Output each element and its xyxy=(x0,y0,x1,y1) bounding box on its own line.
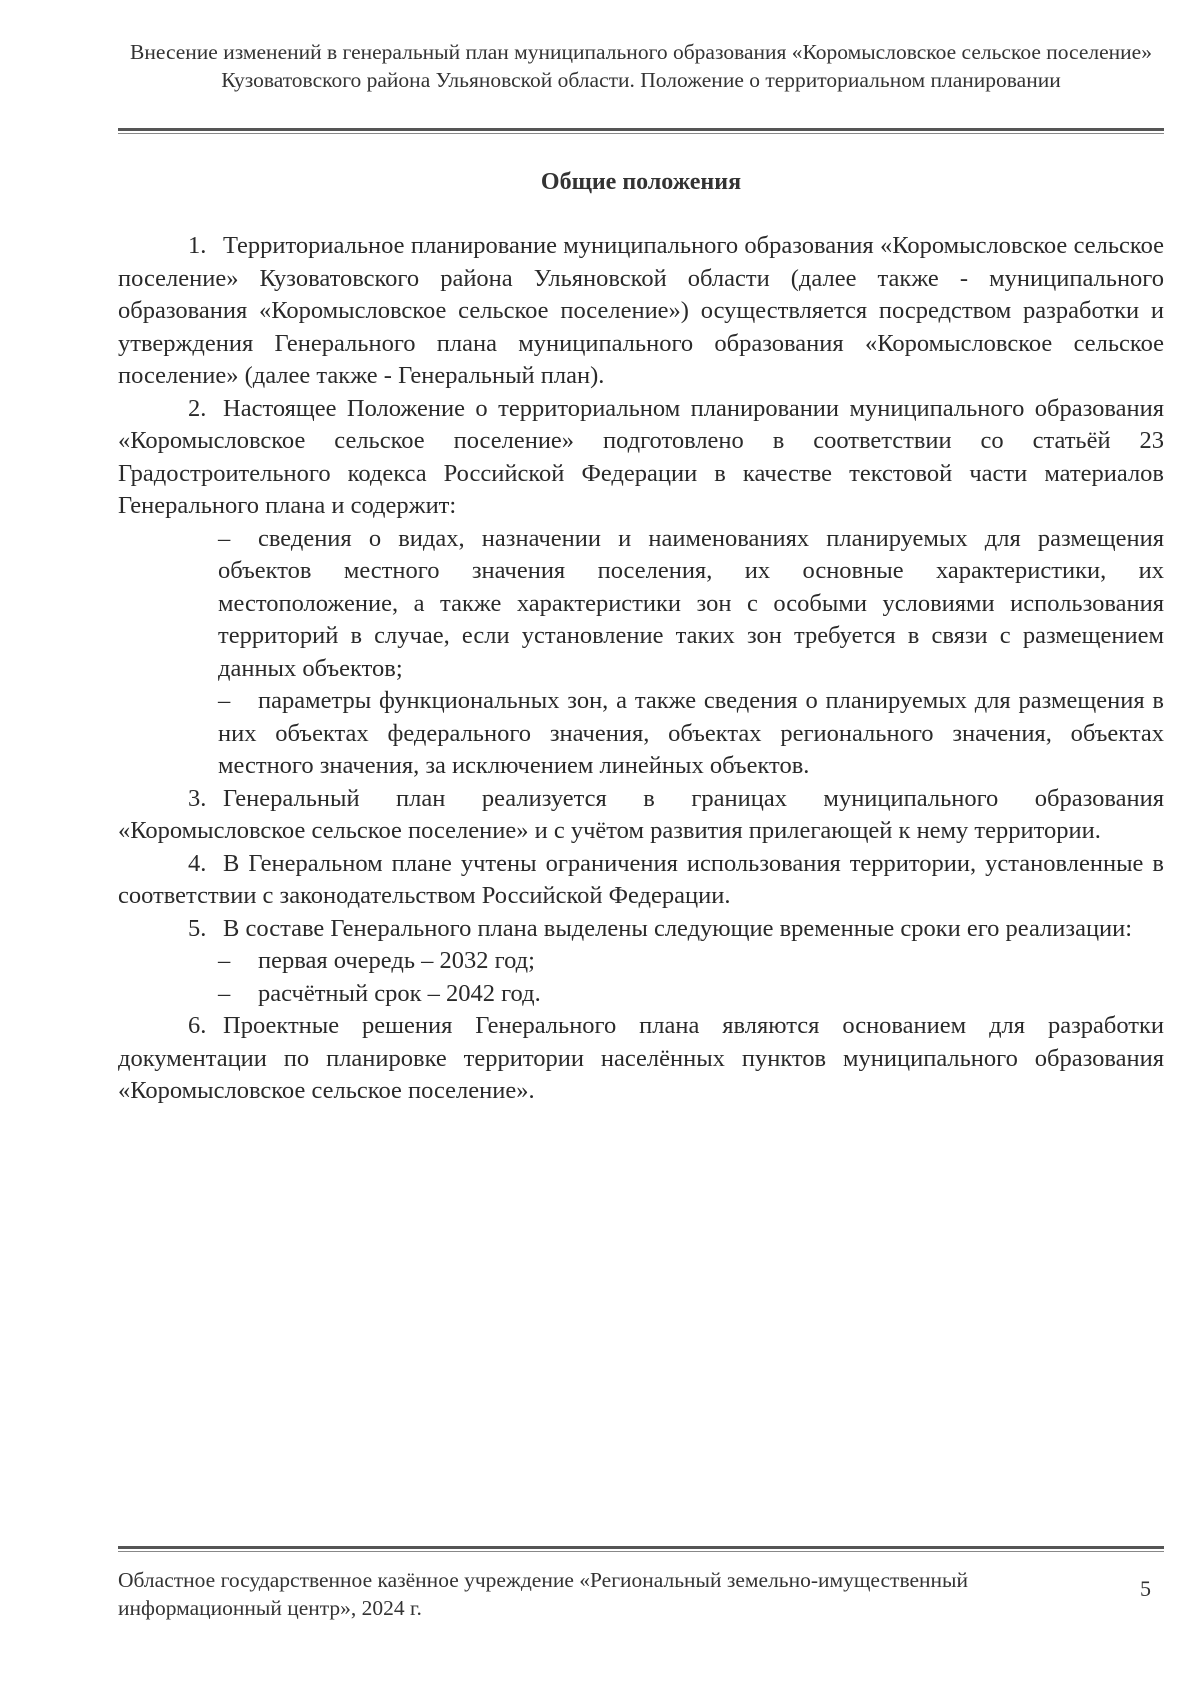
list-item xyxy=(218,945,1164,978)
paragraph-text: Территориальное планирование муниципального образования «Коромысловское сельское поселение» Кузоватовского района Ульяновской области (далее также - муниципального образования «Коромысловское сельское поселение») осуществляется посредством разработки и утверждения Генерального плана муниципального образования «Коромысловское сельское поселение» (далее также - Генеральный план). xyxy=(118,232,1164,389)
paragraph-4 xyxy=(118,848,1164,913)
list-item-text: сведения о видах, назначении и наименованиях планируемых для размещения объектов местного значения поселения, их основные характеристики, их местоположение, а также характеристики зон с особыми условиями использования территорий в случае, если установление таких зон требуется в связи с размещением данных объектов; xyxy=(218,524,1164,682)
paragraph-number: 2. xyxy=(188,394,207,422)
section-title: Общие положения xyxy=(540,169,742,195)
list-dash: – xyxy=(218,687,231,714)
list-item xyxy=(218,978,1164,1011)
page-header: Внесение изменений в генеральный план муниципального образования «Коромысловское сельское поселение» Кузоватовского района Ульяновской области. Положение о территориальном планировании xyxy=(130,40,1152,92)
header-divider xyxy=(118,128,1164,134)
paragraph-text: Проектные решения Генерального плана являются основанием для разработки документации по планировке территории населённых пунктов муниципального образования «Коромысловское сельское поселение». xyxy=(118,1012,1164,1104)
page-number: 5 xyxy=(1140,1576,1151,1601)
page-footer: Областное государственное казённое учреждение «Региональный земельно-имущественный информационный центр», 2024 г. xyxy=(118,1568,968,1620)
paragraph-text: Генеральный план реализуется в границах муниципального образования «Коромысловское сельское поселение» и с учётом развития прилегающей к нему территории. xyxy=(118,784,1164,844)
paragraph-3 xyxy=(118,783,1164,848)
paragraph-text: В Генеральном плане учтены ограничения использования территории, установленные в соответствии с законодательством Российской Федерации. xyxy=(118,849,1164,909)
list-item xyxy=(218,523,1164,686)
list-dash: – xyxy=(218,524,231,552)
paragraph-2 xyxy=(118,393,1164,523)
footer-divider xyxy=(118,1546,1164,1552)
paragraph-5 xyxy=(118,913,1164,946)
list-dash: – xyxy=(218,947,231,974)
list-item-text: первая очередь – 2032 год; xyxy=(258,947,535,974)
list-dash: – xyxy=(218,979,231,1007)
paragraph-number: 1. xyxy=(188,232,207,259)
paragraph-2-list xyxy=(118,523,1164,783)
paragraph-text: В составе Генерального плана выделены следующие временные сроки его реализации: xyxy=(223,914,1133,942)
list-item-text: расчётный срок – 2042 год. xyxy=(258,979,541,1007)
paragraph-text: Настоящее Положение о территориальном планировании муниципального образования «Коромысловское сельское поселение» подготовлено в соответствии со статьёй 23 Градостроительного кодекса Российской Федерации в качестве текстовой части материалов Генерального плана и содержит: xyxy=(118,394,1164,519)
paragraph-6 xyxy=(118,1010,1164,1108)
paragraph-number: 6. xyxy=(188,1012,207,1039)
paragraph-number: 4. xyxy=(188,849,207,877)
paragraph-number: 3. xyxy=(188,784,207,812)
paragraph-number: 5. xyxy=(188,914,207,942)
list-item xyxy=(218,685,1164,783)
list-item-text: параметры функциональных зон, а также сведения о планируемых для размещения в них объектах федерального значения, объектах регионального значения, объектах местного значения, за исключением линейных объектов. xyxy=(218,687,1164,779)
paragraph-1 xyxy=(118,230,1164,393)
paragraph-5-list xyxy=(118,945,1164,1010)
document-body xyxy=(118,230,1164,1108)
